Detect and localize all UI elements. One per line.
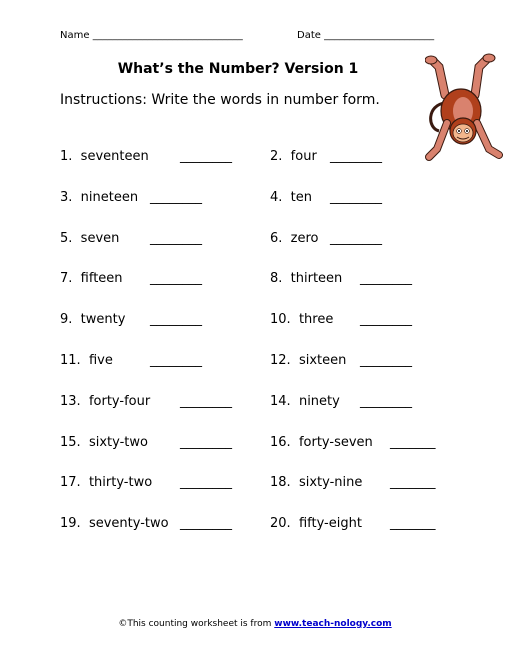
item-word: four bbox=[290, 149, 317, 164]
item-word: forty-seven bbox=[298, 435, 373, 450]
worksheet-item bbox=[60, 190, 138, 205]
item-word: ten bbox=[290, 190, 313, 205]
worksheet-title: What’s the Number? Version 1 bbox=[117, 61, 359, 77]
item-word: seven bbox=[80, 231, 120, 246]
worksheet-item bbox=[60, 353, 113, 368]
name-label: Name ______________________________ bbox=[60, 30, 243, 41]
answer-blank[interactable]: ________ bbox=[180, 435, 232, 450]
worksheet-item bbox=[270, 394, 340, 409]
item-word: sixty-nine bbox=[298, 475, 363, 490]
item-number: 7. bbox=[60, 271, 73, 286]
item-number: 2. bbox=[270, 149, 283, 164]
date-label: Date ______________________ bbox=[297, 30, 435, 41]
item-word: twenty bbox=[80, 312, 126, 327]
item-number: 16. bbox=[270, 435, 291, 450]
item-number: 11. bbox=[60, 353, 81, 368]
answer-blank[interactable]: ________ bbox=[330, 149, 382, 164]
item-number: 13. bbox=[60, 394, 81, 409]
answer-blank[interactable]: ________ bbox=[180, 516, 232, 531]
worksheet-item bbox=[60, 231, 119, 246]
item-word: thirteen bbox=[290, 271, 343, 286]
item-number: 8. bbox=[270, 271, 283, 286]
worksheet-item bbox=[60, 149, 149, 164]
worksheet-item bbox=[270, 435, 373, 450]
answer-blank[interactable]: ________ bbox=[180, 475, 232, 490]
answer-blank[interactable]: ________ bbox=[360, 394, 412, 409]
item-word: forty-four bbox=[88, 394, 151, 409]
answer-blank[interactable]: ________ bbox=[150, 271, 202, 286]
item-word: ninety bbox=[298, 394, 340, 409]
footer-credit: ©This counting worksheet is from www.teach-nology.com bbox=[118, 619, 392, 629]
item-number: 18. bbox=[270, 475, 291, 490]
answer-blank[interactable]: _______ bbox=[390, 516, 436, 531]
date-blank: ______________________ bbox=[324, 30, 435, 41]
item-word: sixteen bbox=[298, 353, 347, 368]
item-word: nineteen bbox=[80, 190, 139, 205]
item-number: 14. bbox=[270, 394, 291, 409]
item-word: fifty-eight bbox=[298, 516, 362, 531]
answer-blank[interactable]: ________ bbox=[150, 231, 202, 246]
answer-blank[interactable]: ________ bbox=[150, 353, 202, 368]
item-number: 19. bbox=[60, 516, 81, 531]
worksheet-item bbox=[270, 312, 333, 327]
item-word: five bbox=[88, 353, 113, 368]
instructions: Instructions: Write the words in number form. bbox=[60, 92, 380, 108]
answer-blank[interactable]: _______ bbox=[390, 435, 436, 450]
answer-blank[interactable]: _______ bbox=[390, 475, 436, 490]
worksheet-item bbox=[270, 353, 346, 368]
item-word: sixty-two bbox=[88, 435, 148, 450]
answer-blank[interactable]: ________ bbox=[330, 190, 382, 205]
item-number: 1. bbox=[60, 149, 73, 164]
worksheet-item bbox=[270, 231, 319, 246]
worksheet-item bbox=[270, 516, 362, 531]
item-number: 4. bbox=[270, 190, 283, 205]
answer-blank[interactable]: ________ bbox=[150, 190, 202, 205]
item-number: 10. bbox=[270, 312, 291, 327]
item-word: fifteen bbox=[80, 271, 123, 286]
answer-blank[interactable]: ________ bbox=[360, 353, 412, 368]
worksheet-item bbox=[270, 190, 312, 205]
item-number: 12. bbox=[270, 353, 291, 368]
worksheet-item bbox=[60, 271, 123, 286]
worksheet-item bbox=[60, 312, 125, 327]
worksheet-item bbox=[270, 149, 317, 164]
item-number: 17. bbox=[60, 475, 81, 490]
answer-blank[interactable]: ________ bbox=[330, 231, 382, 246]
item-word: three bbox=[298, 312, 334, 327]
worksheet-item bbox=[270, 271, 342, 286]
item-number: 15. bbox=[60, 435, 81, 450]
worksheet-item bbox=[60, 394, 150, 409]
item-word: seventeen bbox=[80, 149, 149, 164]
item-number: 6. bbox=[270, 231, 283, 246]
item-number: 9. bbox=[60, 312, 73, 327]
item-word: thirty-two bbox=[88, 475, 153, 490]
answer-blank[interactable]: ________ bbox=[150, 312, 202, 327]
item-number: 20. bbox=[270, 516, 291, 531]
item-number: 3. bbox=[60, 190, 73, 205]
worksheet-item bbox=[60, 475, 152, 490]
name-blank: ______________________________ bbox=[92, 30, 243, 41]
item-word: zero bbox=[290, 231, 319, 246]
monkey-icon bbox=[425, 53, 505, 168]
worksheet-item bbox=[270, 475, 362, 490]
footer-link[interactable]: www.teach-nology.com bbox=[274, 619, 392, 629]
item-word: seventy-two bbox=[88, 516, 169, 531]
worksheet-item bbox=[60, 435, 148, 450]
answer-blank[interactable]: ________ bbox=[360, 271, 412, 286]
answer-blank[interactable]: ________ bbox=[180, 149, 232, 164]
answer-blank[interactable]: ________ bbox=[180, 394, 232, 409]
item-number: 5. bbox=[60, 231, 73, 246]
answer-blank[interactable]: ________ bbox=[360, 312, 412, 327]
worksheet-item bbox=[60, 516, 169, 531]
